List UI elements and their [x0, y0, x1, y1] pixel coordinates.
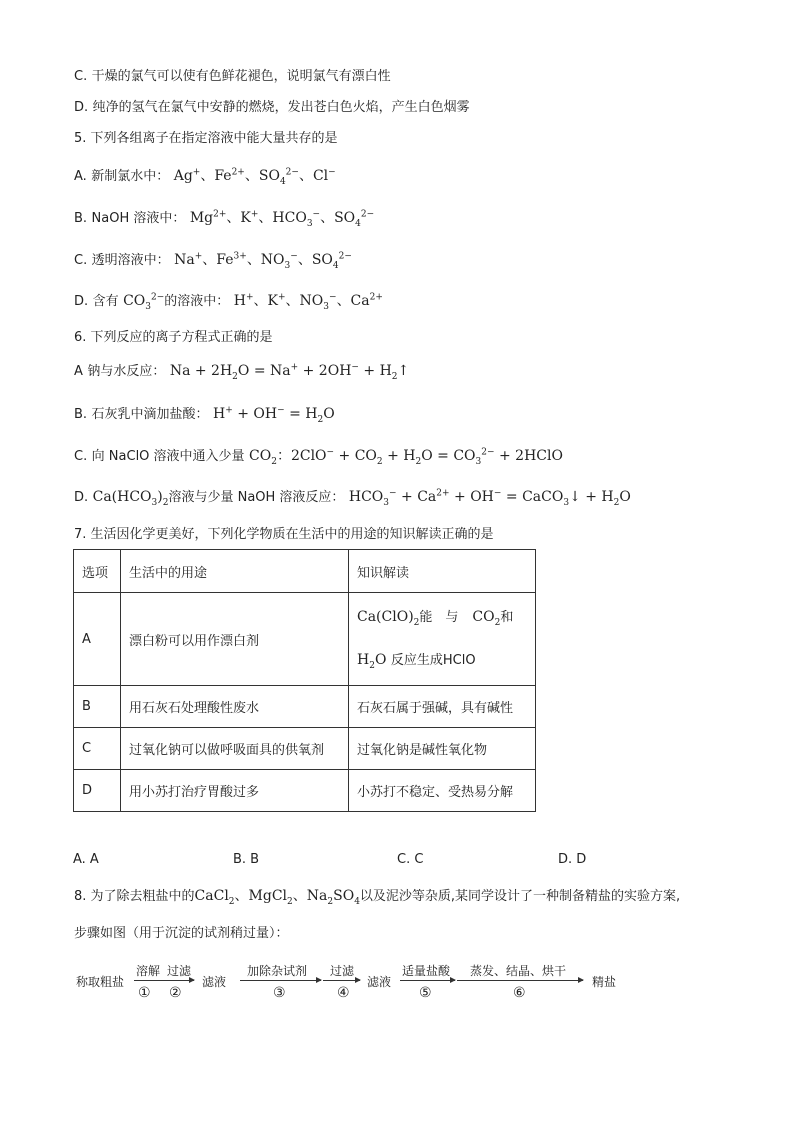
option-label: A — [74, 364, 83, 379]
option-text: 透明溶液中： — [91, 253, 170, 268]
step-label: 蒸发、结晶、烘干 — [470, 964, 567, 978]
q7-stem: 7. 生活因化学更美好，下列化学物质在生活中的用途的知识解读正确的是 — [74, 527, 494, 542]
table-cell-use: 用小苏打治疗胃酸过多 — [121, 770, 349, 812]
flow-filtrate: 滤液 — [367, 975, 392, 989]
q5-option-d — [74, 292, 383, 311]
table-cell-option: C — [74, 728, 121, 770]
answer-d: D. D — [558, 852, 587, 867]
flow-arrow — [323, 980, 360, 981]
q8-stem-line1 — [74, 887, 680, 906]
stem-text: 8. 为了除去粗盐中的 — [74, 889, 195, 904]
option-label: C. — [74, 69, 88, 84]
q4-option-c — [74, 67, 391, 86]
table-cell-use: 漂白粉可以用作漂白剂 — [121, 593, 349, 686]
step-label: 溶解 — [136, 964, 161, 978]
step-label: 适量盐酸 — [402, 964, 451, 978]
option-text: 的溶液中： — [164, 294, 230, 309]
table-row — [74, 686, 536, 728]
q6-option-d — [74, 488, 631, 507]
formula: $Ca(HCO_3)_2$ — [92, 489, 169, 508]
step-number: ④ — [337, 985, 350, 1001]
option-text: NaOH 溶液中： — [91, 211, 186, 226]
q6-option-b — [74, 405, 335, 424]
table-header: 知识解读 — [349, 550, 536, 593]
q4-option-d — [74, 98, 470, 117]
formula: $CO_3^{2-}$ — [123, 292, 165, 312]
q5-option-a — [74, 167, 336, 186]
q5-stem: 5. 下列各组离子在指定溶液中能大量共存的是 — [74, 131, 338, 146]
flow-start: 称取粗盐 — [76, 975, 125, 989]
table-cell-option: A — [74, 593, 121, 686]
flow-arrow — [134, 980, 194, 981]
formula: $Mg^{2+}$、K+、$HCO_3^-$、$SO_4^{2-}$ — [189, 209, 375, 229]
flow-filtrate: 滤液 — [202, 975, 227, 989]
option-label: D. — [74, 294, 89, 309]
option-label: D. — [74, 100, 89, 115]
q7-table — [73, 549, 536, 812]
formula: Na+、$Fe^{3+}$、$NO_3^-$、$SO_4^{2-}$ — [174, 251, 352, 271]
equation: $HCO_3^- + Ca^{2+} + OH^-$ = CaCO$_3$↓ + $H_2O$ — [348, 488, 631, 508]
table-row — [74, 728, 536, 770]
table-cell-knowledge: 小苏打不稳定、受热易分解 — [349, 770, 536, 812]
step-number: ③ — [273, 985, 286, 1001]
knowledge-line: $H_2O$ 反应生成HClO — [357, 652, 476, 671]
knowledge-text: 能 与 — [419, 610, 459, 625]
knowledge-text: 和 — [500, 610, 514, 625]
option-label: C. — [74, 253, 88, 268]
table-cell-use: 用石灰石处理酸性废水 — [121, 686, 349, 728]
option-label: D. — [74, 490, 89, 505]
q6-option-a — [74, 362, 409, 381]
q6-option-c — [74, 447, 563, 466]
equation: $Na + 2H_2O = Na^+ + 2OH^-$ + $H_2↑$ — [169, 362, 410, 382]
table-cell-knowledge — [349, 593, 536, 686]
table-cell-knowledge: 石灰石属于强碱，具有碱性 — [349, 686, 536, 728]
table-header: 选项 — [74, 550, 121, 593]
option-text: 纯净的氢气在氯气中安静的燃烧，发出苍白色火焰，产生白色烟雾 — [92, 100, 470, 115]
equation: $CO_2$：$2ClO^- + CO_2 + H_2O = CO_3^{2-}$ + 2HClO — [249, 447, 563, 467]
option-label: A. — [74, 169, 87, 184]
option-text: 干燥的氯气可以使有色鲜花褪色，说明氯气有漂白性 — [91, 69, 391, 84]
stem-text: 以及泥沙等杂质,某同学设计了一种制备精盐的实验方案, — [359, 889, 681, 904]
table-header: 生活中的用途 — [121, 550, 349, 593]
q8-stem-line2: 步骤如图（用于沉淀的试剂稍过量）： — [74, 926, 289, 941]
step-label: 过滤 — [330, 964, 355, 978]
q5-option-b — [74, 209, 374, 228]
formula: Ag+、$Fe^{2+}$、$SO_4^{2-}$、Cl− — [173, 167, 336, 187]
flow-end: 精盐 — [592, 975, 617, 989]
knowledge-text: 反应生成HClO — [390, 653, 476, 668]
step-label: 过滤 — [167, 964, 192, 978]
step-number: ① — [138, 985, 151, 1001]
table-cell-option: B — [74, 686, 121, 728]
option-label: B. — [74, 407, 88, 422]
step-number: ② — [169, 985, 182, 1001]
table-row — [74, 593, 536, 686]
table-row — [74, 770, 536, 812]
table-cell-use: 过氧化钠可以做呼吸面具的供氧剂 — [121, 728, 349, 770]
knowledge-line: $Ca(ClO)_2$能 与 $CO_2$和 — [357, 609, 514, 628]
option-text: 含有 — [92, 294, 119, 309]
flow-arrow — [400, 980, 455, 981]
equation: $H^+ + OH^- = H_2O$ — [212, 405, 335, 425]
q6-stem: 6. 下列反应的离子方程式正确的是 — [74, 330, 273, 345]
answer-b: B. B — [233, 852, 260, 867]
formula: CaCl$_2$、MgCl$_2$、$Na_2SO_4$ — [194, 888, 360, 907]
table-cell-option: D — [74, 770, 121, 812]
flow-arrow — [457, 980, 583, 981]
option-text: 新制氯水中： — [91, 169, 170, 184]
option-text: 钠与水反应： — [87, 364, 166, 379]
step-number: ⑤ — [419, 985, 432, 1001]
option-text: 向 NaClO 溶液中通入少量 — [91, 449, 245, 464]
answer-c: C. C — [397, 852, 424, 867]
option-label: C. — [74, 449, 88, 464]
step-label: 加除杂试剂 — [247, 964, 308, 978]
formula: H+、K+、$NO_3^-$、$Ca^{2+}$ — [233, 292, 383, 312]
answer-a: A. A — [73, 852, 99, 867]
table-cell-knowledge: 过氧化钠是碱性氧化物 — [349, 728, 536, 770]
flow-arrow — [240, 980, 321, 981]
q5-option-c — [74, 251, 352, 270]
table-header-row — [74, 550, 536, 593]
option-text: 石灰乳中滴加盐酸： — [91, 407, 209, 422]
option-text: 溶液与少量 NaOH 溶液反应： — [168, 490, 345, 505]
option-label: B. — [74, 211, 88, 226]
step-number: ⑥ — [513, 985, 526, 1001]
